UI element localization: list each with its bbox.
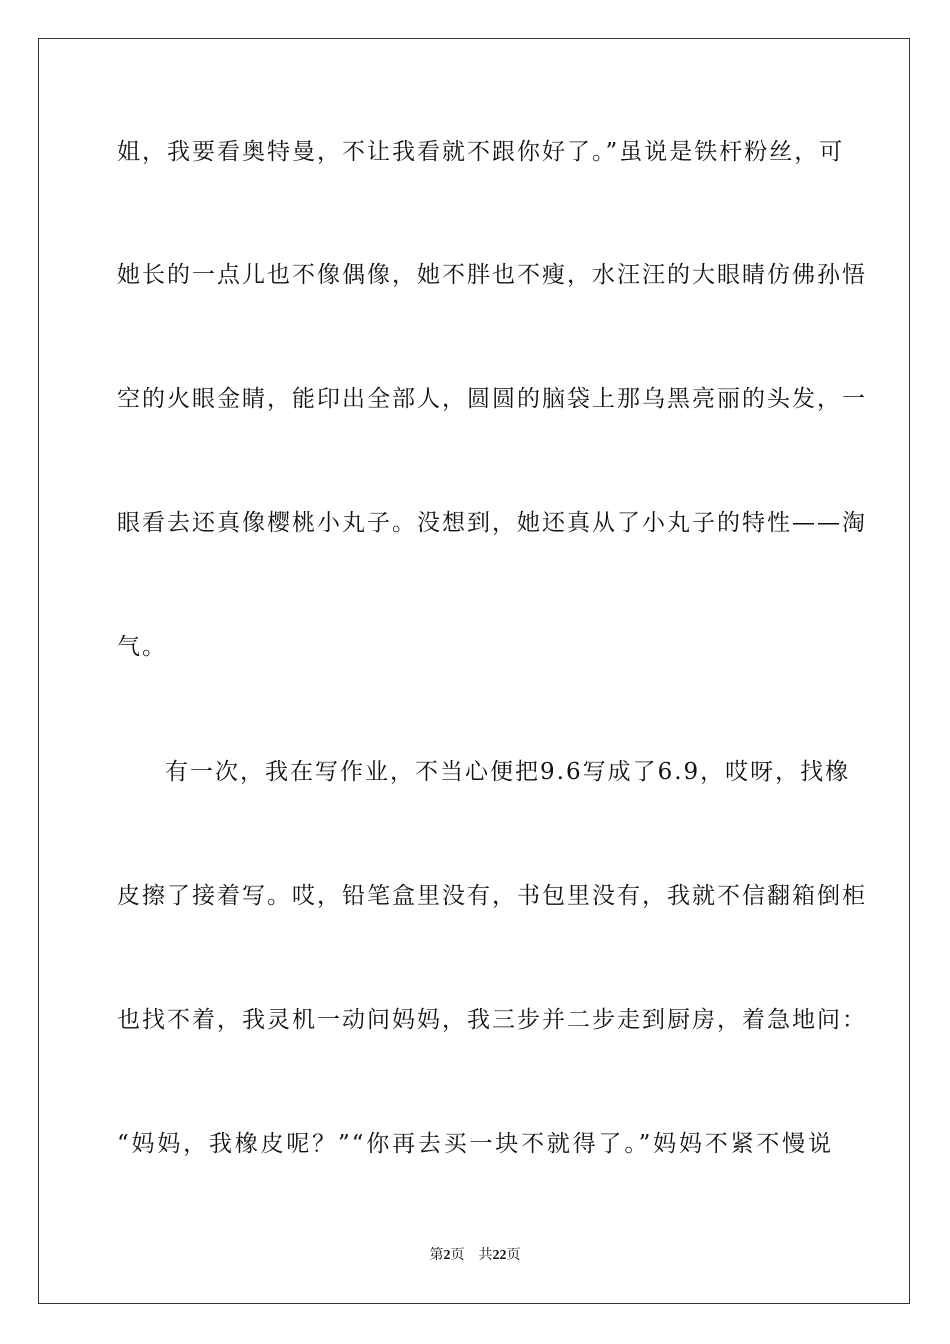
text-line: 姐，我要看奥特曼，不让我看就不跟你好了。”虽说是铁杆粉丝，可 [117, 139, 845, 165]
text-line: “妈妈，我橡皮呢？”“你再去买一块不就得了。”妈妈不紧不慢说 [117, 1131, 833, 1157]
total-unit: 页 [506, 1247, 521, 1263]
text-line: 空的火眼金睛，能印出全部人，圆圆的脑袋上那乌黑亮丽的头发，一 [117, 386, 867, 412]
text-line: 有一次，我在写作业，不当心便把9.6写成了6.9，哎呀，找橡 [165, 759, 851, 785]
total-prefix: 共 [478, 1247, 493, 1263]
text-line: 皮擦了接着写。哎，铅笔盒里没有，书包里没有，我就不信翻箱倒柜 [117, 883, 867, 909]
text-line: 气。 [117, 634, 167, 660]
page-unit: 页 [450, 1247, 465, 1263]
page-total: 22 [492, 1248, 507, 1263]
text-line: 眼看去还真像樱桃小丸子。没想到，她还真从了小丸子的特性——淘 [117, 510, 867, 536]
page-border [38, 38, 910, 1304]
text-line: 她长的一点儿也不像偶像，她不胖也不瘦，水汪汪的大眼睛仿佛孙悟 [117, 262, 867, 288]
text-line: 也找不着，我灵机一动问妈妈，我三步并二步走到厨房，着急地问： [117, 1007, 867, 1033]
page-footer [0, 1246, 950, 1265]
page-prefix: 第 [429, 1247, 444, 1263]
page-current: 2 [443, 1248, 451, 1263]
